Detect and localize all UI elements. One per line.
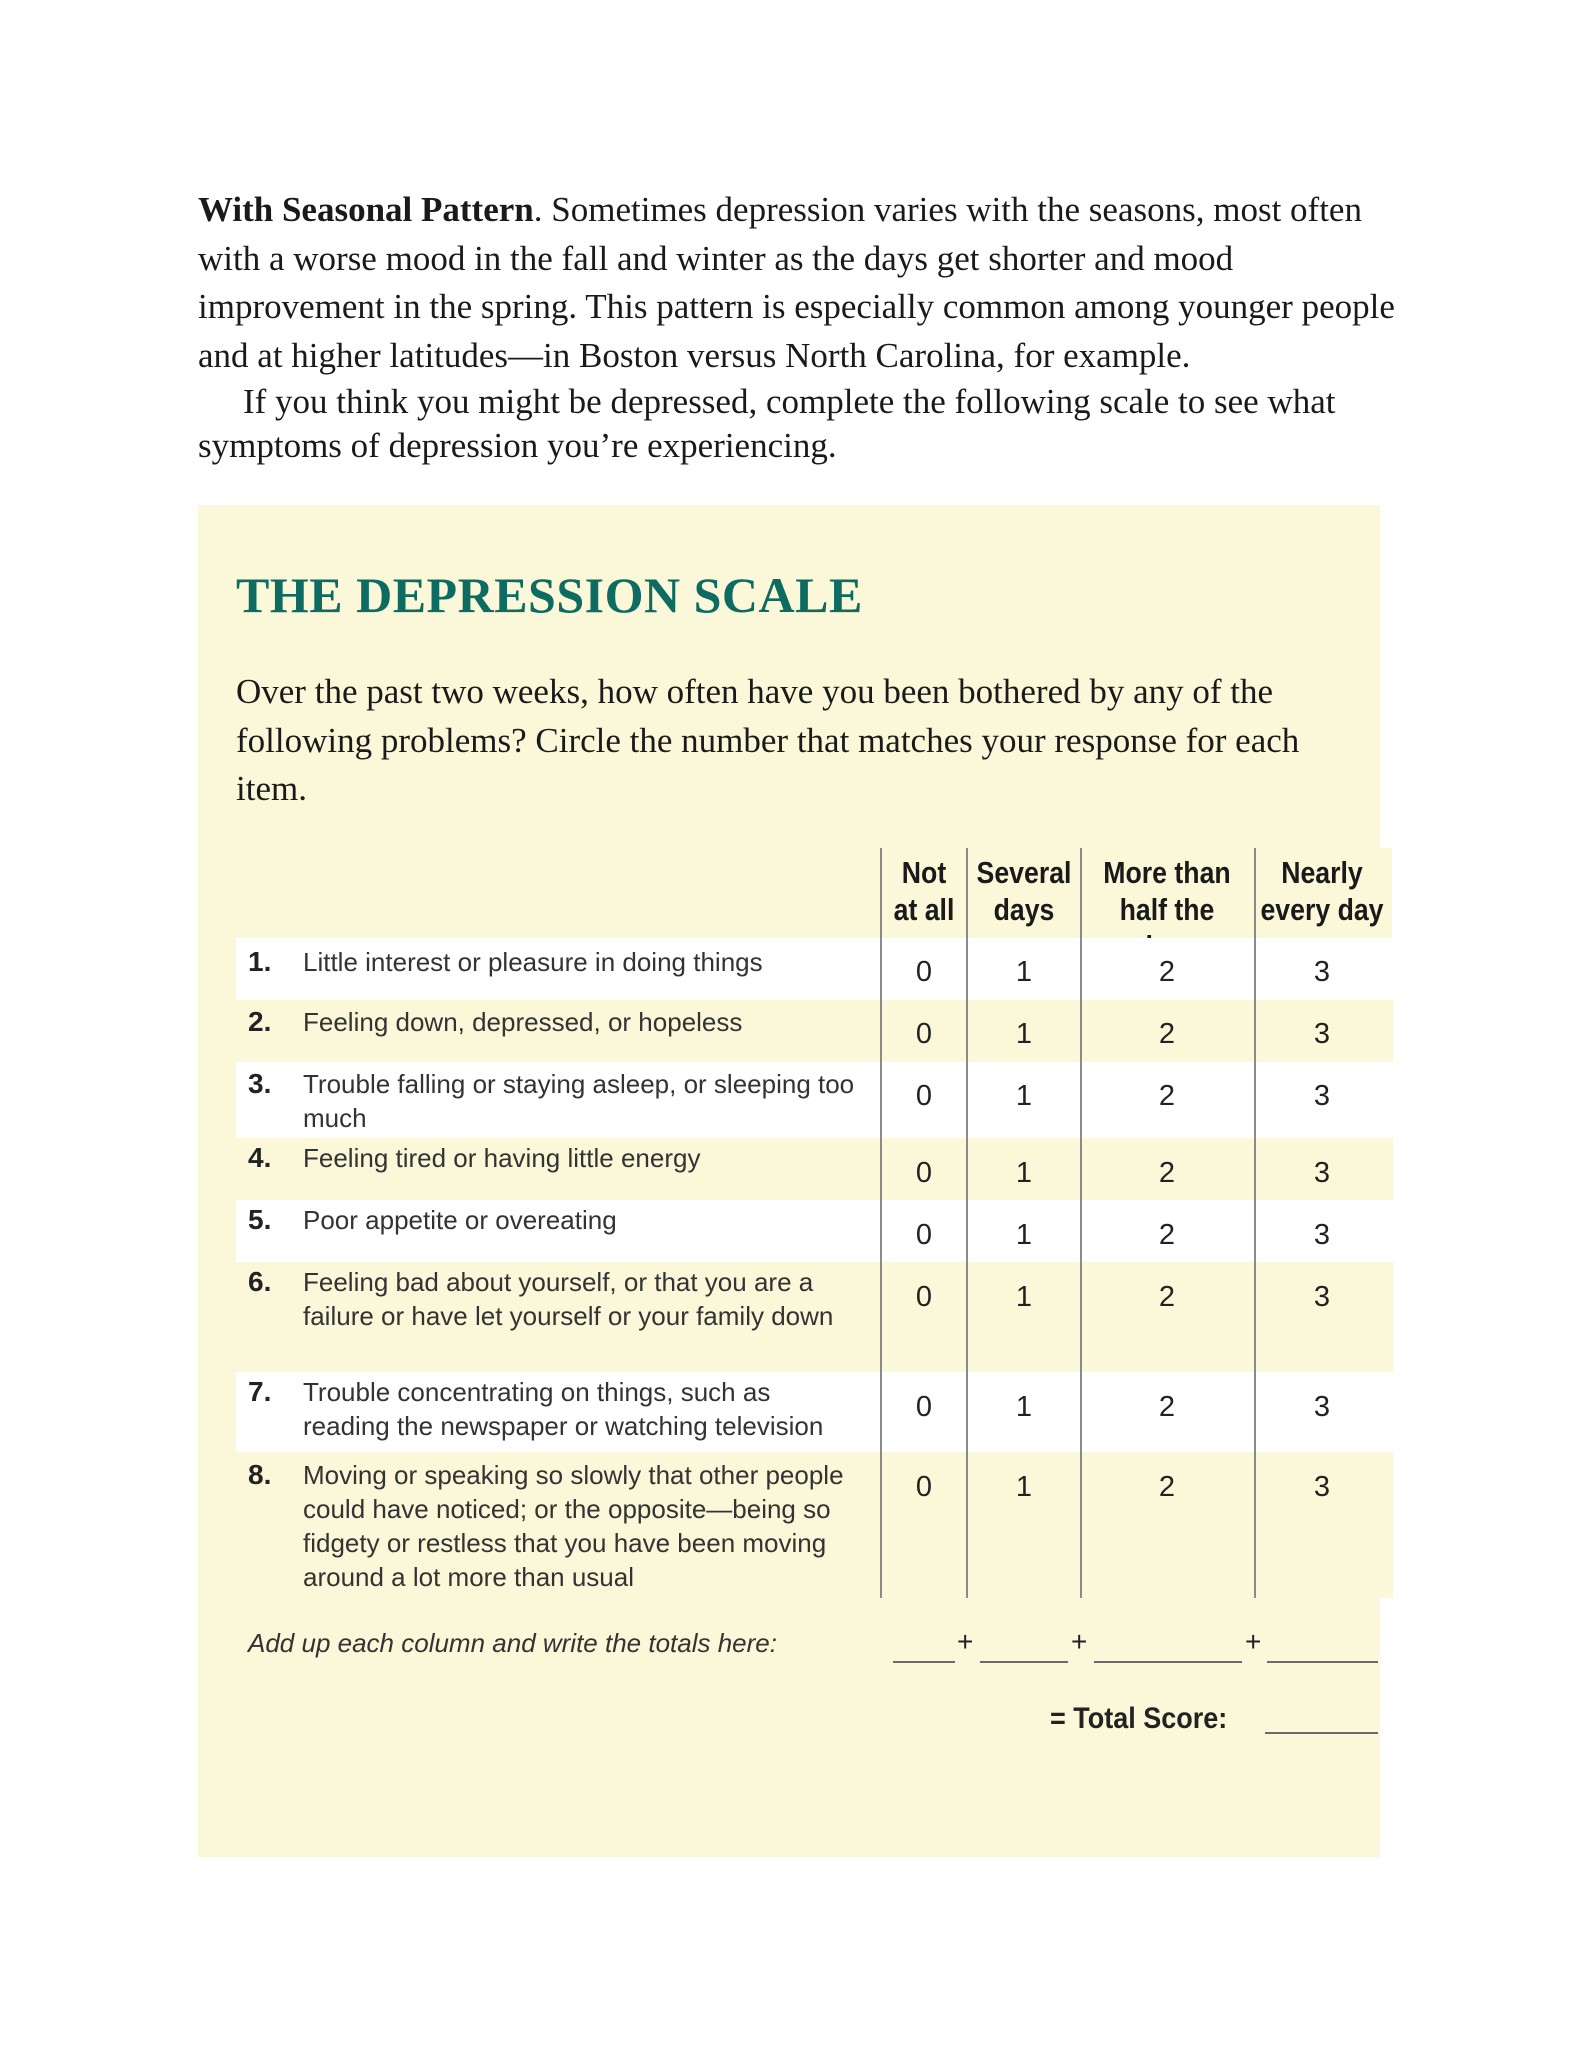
column-header-line: Several bbox=[976, 855, 1072, 890]
response-option[interactable]: 1 bbox=[1015, 1281, 1033, 1313]
response-option[interactable]: 2 bbox=[1158, 1391, 1176, 1423]
total-blank-not-at-all[interactable] bbox=[893, 1661, 955, 1663]
response-option[interactable]: 3 bbox=[1313, 956, 1331, 988]
response-option[interactable]: 3 bbox=[1313, 1219, 1331, 1251]
response-option[interactable]: 1 bbox=[1015, 1391, 1033, 1423]
response-option[interactable]: 2 bbox=[1158, 1018, 1176, 1050]
response-option[interactable]: 0 bbox=[915, 1080, 933, 1112]
intro-text bbox=[198, 186, 1398, 468]
column-divider bbox=[880, 848, 882, 1598]
item-text: Trouble falling or staying asleep, or sleeping too much bbox=[303, 1069, 855, 1133]
item-number: 8. bbox=[248, 1459, 272, 1490]
response-option[interactable]: 2 bbox=[1158, 1471, 1176, 1503]
intro-lead-bold: With Seasonal Pattern bbox=[198, 190, 534, 229]
response-option[interactable]: 1 bbox=[1015, 1157, 1033, 1189]
response-option[interactable]: 1 bbox=[1015, 1018, 1033, 1050]
intro-paragraph-2: If you think you might be depressed, complete the following scale to see what symptoms of depression you’re experiencing. bbox=[198, 382, 1336, 465]
item-text: Poor appetite or overeating bbox=[303, 1205, 617, 1235]
total-blank-more-than-half[interactable] bbox=[1094, 1661, 1242, 1663]
item-number: 3. bbox=[248, 1068, 272, 1099]
response-option[interactable]: 2 bbox=[1158, 1219, 1176, 1251]
table-row bbox=[236, 1000, 1393, 1062]
response-option[interactable]: 0 bbox=[915, 1281, 933, 1313]
response-option[interactable]: 0 bbox=[915, 956, 933, 988]
table-row bbox=[236, 1372, 1393, 1452]
table-row bbox=[236, 1138, 1393, 1200]
column-divider bbox=[1254, 848, 1256, 1598]
response-option[interactable]: 2 bbox=[1158, 1080, 1176, 1112]
response-option[interactable]: 0 bbox=[915, 1018, 933, 1050]
response-option[interactable]: 0 bbox=[915, 1219, 933, 1251]
response-option[interactable]: 1 bbox=[1015, 1219, 1033, 1251]
column-header-line: Not bbox=[901, 855, 947, 890]
total-blank-several-days[interactable] bbox=[980, 1661, 1068, 1663]
table-row bbox=[236, 1262, 1393, 1372]
response-option[interactable]: 2 bbox=[1158, 956, 1176, 988]
item-number: 6. bbox=[248, 1266, 272, 1297]
response-option[interactable]: 2 bbox=[1158, 1157, 1176, 1189]
response-option[interactable]: 3 bbox=[1313, 1391, 1331, 1423]
intro-lead-rest: . Sometimes depression varies with the seasons, most often with a worse mood in the fall and winter as the days get shorter and mood improvement in the spring. This pattern is especially common among younger people and at higher latitudes—in Boston versus North Carolina, for example. bbox=[198, 190, 1395, 375]
response-option[interactable]: 3 bbox=[1313, 1157, 1331, 1189]
column-header-line: days bbox=[993, 892, 1055, 927]
table-row bbox=[236, 938, 1393, 1000]
column-header bbox=[960, 854, 1089, 928]
response-option[interactable]: 3 bbox=[1313, 1080, 1331, 1112]
item-number: 1. bbox=[248, 946, 272, 977]
item-text: Moving or speaking so slowly that other people could have noticed; or the opposite—being so fidgety or restless that you have been moving around a lot more than usual bbox=[303, 1460, 844, 1592]
totals-label: Add up each column and write the totals here: bbox=[248, 1628, 777, 1658]
scale-question: Over the past two weeks, how often have you been bothered by any of the following problems? Circle the number that matches your response for each item. bbox=[236, 672, 1300, 808]
item-text: Trouble concentrating on things, such as reading the newspaper or watching television bbox=[303, 1377, 824, 1441]
column-header-line: half the bbox=[1119, 892, 1215, 927]
response-option[interactable]: 3 bbox=[1313, 1281, 1331, 1313]
response-option[interactable]: 0 bbox=[915, 1157, 933, 1189]
item-number: 2. bbox=[248, 1006, 272, 1037]
plus-sign: + bbox=[957, 1626, 974, 1657]
table-row bbox=[236, 1200, 1393, 1262]
item-number: 4. bbox=[248, 1142, 272, 1173]
response-option[interactable]: 1 bbox=[1015, 1471, 1033, 1503]
response-option[interactable]: 0 bbox=[915, 1391, 933, 1423]
response-option[interactable]: 2 bbox=[1158, 1281, 1176, 1313]
item-text: Little interest or pleasure in doing things bbox=[303, 947, 763, 977]
plus-sign: + bbox=[1071, 1626, 1088, 1657]
item-number: 5. bbox=[248, 1204, 272, 1235]
response-option[interactable]: 3 bbox=[1313, 1471, 1331, 1503]
column-divider bbox=[1080, 848, 1082, 1598]
column-header-line: More than bbox=[1103, 855, 1231, 890]
table-row bbox=[236, 1062, 1393, 1138]
response-option[interactable]: 0 bbox=[915, 1471, 933, 1503]
response-option[interactable]: 1 bbox=[1015, 1080, 1033, 1112]
response-option[interactable]: 1 bbox=[1015, 956, 1033, 988]
item-number: 7. bbox=[248, 1376, 272, 1407]
response-option[interactable]: 3 bbox=[1313, 1018, 1331, 1050]
column-header bbox=[1258, 854, 1387, 928]
column-header-line: every day bbox=[1260, 892, 1384, 927]
column-divider bbox=[966, 848, 968, 1598]
intro-paragraph-1 bbox=[198, 186, 1398, 380]
item-text: Feeling tired or having little energy bbox=[303, 1143, 701, 1173]
table-row bbox=[236, 1452, 1393, 1598]
total-blank-nearly-every-day[interactable] bbox=[1267, 1661, 1378, 1663]
scale-title: THE DEPRESSION SCALE bbox=[236, 567, 863, 623]
plus-sign: + bbox=[1245, 1626, 1262, 1657]
total-score-blank[interactable] bbox=[1265, 1732, 1378, 1734]
column-header-line: Nearly bbox=[1281, 855, 1363, 890]
item-text: Feeling bad about yourself, or that you are a failure or have let yourself or your family down bbox=[303, 1267, 834, 1331]
total-score-label: = Total Score: bbox=[1050, 1702, 1228, 1735]
column-header-line: at all bbox=[893, 892, 955, 927]
item-text: Feeling down, depressed, or hopeless bbox=[303, 1007, 743, 1037]
